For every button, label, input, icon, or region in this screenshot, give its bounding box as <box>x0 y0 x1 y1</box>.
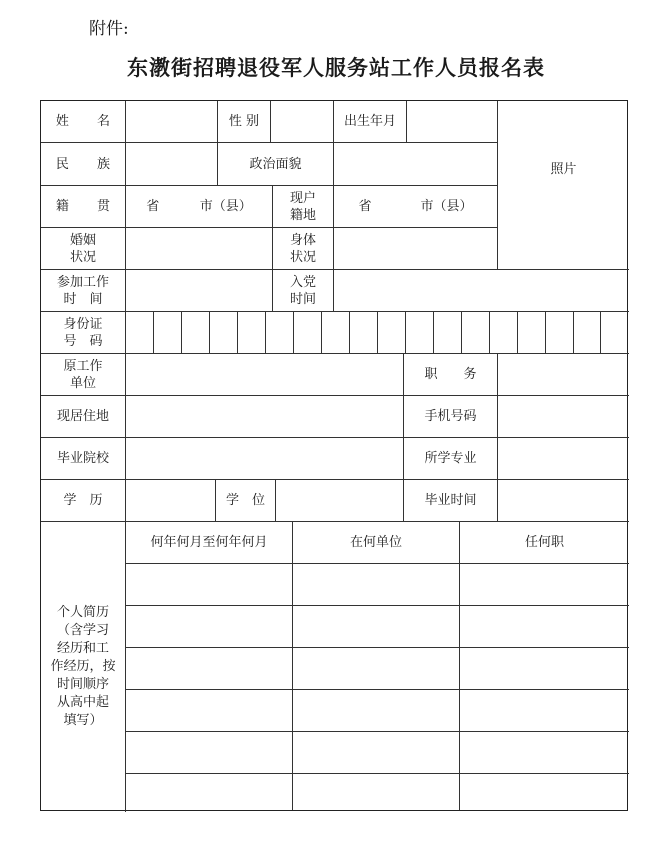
field-party[interactable] <box>334 270 629 312</box>
field-phone[interactable] <box>498 396 629 438</box>
id-digit-cell[interactable] <box>210 312 238 354</box>
resume-cell[interactable] <box>126 732 293 774</box>
id-digit-cell[interactable] <box>322 312 350 354</box>
id-digit-cell[interactable] <box>238 312 266 354</box>
id-digit-cell[interactable] <box>126 312 154 354</box>
label-party: 入党 时间 <box>273 270 334 312</box>
field-native-place[interactable] <box>126 186 273 228</box>
field-marital[interactable] <box>126 228 273 270</box>
attachment-label: 附件: <box>89 19 129 39</box>
field-school[interactable] <box>126 438 404 480</box>
label-school: 毕业院校 <box>41 438 126 480</box>
label-political: 政治面貌 <box>218 143 334 186</box>
photo-area[interactable] <box>498 101 629 270</box>
label-id-card: 身份证 号 码 <box>41 312 126 354</box>
resume-cell[interactable] <box>293 774 460 810</box>
resume-header-post: 任何职 <box>460 522 629 564</box>
label-phone: 手机号码 <box>404 396 498 438</box>
residence-province-label: 省 <box>358 199 372 214</box>
residence-city-label: 市（县） <box>420 199 473 214</box>
label-name: 姓 名 <box>41 101 126 143</box>
label-photo: 照片 <box>550 161 577 177</box>
form-title: 东漖街招聘退役军人服务站工作人员报名表 <box>127 55 545 80</box>
field-grad-time[interactable] <box>498 480 629 522</box>
id-digit-cell[interactable] <box>378 312 406 354</box>
id-digit-cell[interactable] <box>406 312 434 354</box>
id-digit-cell[interactable] <box>266 312 294 354</box>
resume-cell[interactable] <box>126 606 293 648</box>
label-degree: 学 位 <box>216 480 276 522</box>
label-native-place: 籍 贯 <box>41 186 126 228</box>
native-city-label: 市（县） <box>199 199 252 214</box>
label-health: 身体 状况 <box>273 228 334 270</box>
resume-cell[interactable] <box>460 606 629 648</box>
label-work-start: 参加工作 时 间 <box>41 270 126 312</box>
label-position: 职 务 <box>404 354 498 396</box>
resume-cell[interactable] <box>460 690 629 732</box>
id-digit-cell[interactable] <box>490 312 518 354</box>
field-residence[interactable] <box>334 186 498 228</box>
id-digit-cell[interactable] <box>518 312 546 354</box>
resume-cell[interactable] <box>293 648 460 690</box>
label-address: 现居住地 <box>41 396 126 438</box>
field-gender[interactable] <box>271 101 334 143</box>
label-residence: 现户 籍地 <box>273 186 334 228</box>
field-political[interactable] <box>334 143 498 186</box>
resume-cell[interactable] <box>126 690 293 732</box>
resume-cell[interactable] <box>293 690 460 732</box>
id-digit-cell[interactable] <box>574 312 601 354</box>
field-major[interactable] <box>498 438 629 480</box>
field-name[interactable] <box>126 101 218 143</box>
resume-cell[interactable] <box>126 648 293 690</box>
resume-header-unit: 在何单位 <box>293 522 460 564</box>
resume-cell[interactable] <box>126 774 293 810</box>
field-work-start[interactable] <box>126 270 273 312</box>
label-education: 学 历 <box>41 480 126 522</box>
field-degree[interactable] <box>276 480 404 522</box>
resume-cell[interactable] <box>126 564 293 606</box>
label-orig-unit: 原工作 单位 <box>41 354 126 396</box>
field-orig-unit[interactable] <box>126 354 404 396</box>
resume-cell[interactable] <box>460 732 629 774</box>
id-digit-cell[interactable] <box>182 312 210 354</box>
resume-cell[interactable] <box>293 564 460 606</box>
resume-cell[interactable] <box>460 564 629 606</box>
field-education[interactable] <box>126 480 216 522</box>
registration-form-table <box>40 100 628 811</box>
label-ethnicity: 民 族 <box>41 143 126 186</box>
id-digit-cell[interactable] <box>601 312 629 354</box>
label-resume: 个人简历 （含学习 经历和工 作经历，按 时间顺序 从高中起 填写） <box>41 522 126 812</box>
id-digit-cell[interactable] <box>434 312 462 354</box>
id-digit-cell[interactable] <box>350 312 378 354</box>
field-address[interactable] <box>126 396 404 438</box>
label-birth: 出生年月 <box>334 101 407 143</box>
id-digit-cell[interactable] <box>462 312 490 354</box>
resume-cell[interactable] <box>293 732 460 774</box>
resume-header-period: 何年何月至何年何月 <box>126 522 293 564</box>
id-digit-cell[interactable] <box>546 312 574 354</box>
label-marital: 婚姻 状况 <box>41 228 126 270</box>
label-gender: 性 别 <box>218 101 271 143</box>
id-digit-cell[interactable] <box>294 312 322 354</box>
field-ethnicity[interactable] <box>126 143 218 186</box>
label-major: 所学专业 <box>404 438 498 480</box>
id-digit-cell[interactable] <box>154 312 182 354</box>
resume-cell[interactable] <box>293 606 460 648</box>
label-grad-time: 毕业时间 <box>404 480 498 522</box>
field-position[interactable] <box>498 354 629 396</box>
field-birth[interactable] <box>407 101 498 143</box>
resume-cell[interactable] <box>460 648 629 690</box>
resume-cell[interactable] <box>460 774 629 810</box>
field-health[interactable] <box>334 228 498 270</box>
native-province-label: 省 <box>146 199 160 214</box>
